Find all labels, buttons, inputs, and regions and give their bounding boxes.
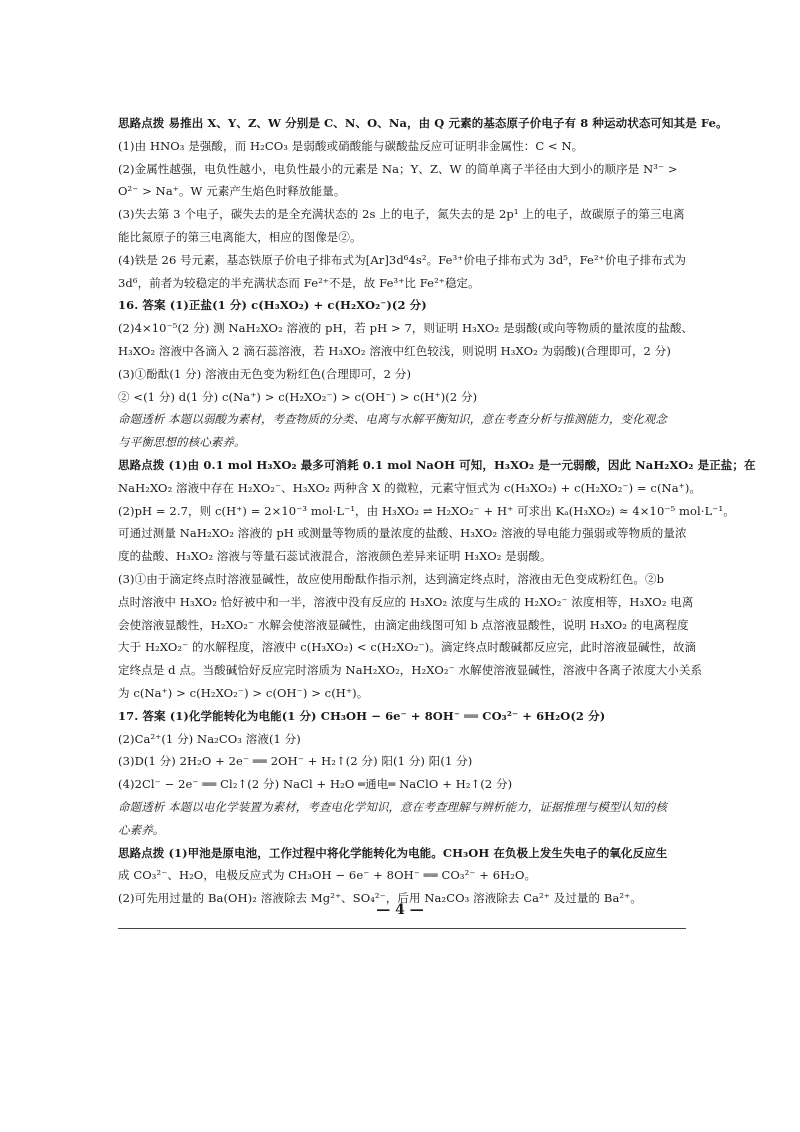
text-line: (2)4×10⁻⁵(2 分) 测 NaH₂XO₂ 溶液的 pH，若 pH > 7，则证明 H₃XO₂ 是弱酸(或向等物质的量浓度的盐酸、 [118,321,694,336]
text-line: 会使溶液显酸性，H₂XO₂⁻ 水解会使溶液显碱性，由滴定曲线图可知 b 点溶液显酸性，说明 H₃XO₂ 的电离程度 [118,617,689,632]
text-line: 心素养。 [118,822,165,837]
text-line: 命题透析 本题以弱酸为素材，考查物质的分类、电离与水解平衡知识，意在考查分析与推测能力，变化观念 [118,412,667,427]
text-line: (3)失去第 3 个电子，碳失去的是全充满状态的 2s 上的电子，氮失去的是 2p¹ 上的电子，故碳原子的第三电离 [118,207,685,222]
text-line: 为 c(Na⁺) > c(H₂XO₂⁻) > c(OH⁻) > c(H⁺)。 [118,685,369,700]
text-line: (3)①由于滴定终点时溶液显碱性，故应使用酚酞作指示剂，达到滴定终点时，溶液由无色变成粉红色。②b [118,571,665,586]
text-line: 成 CO₃²⁻、H₂O，电极反应式为 CH₃OH − 6e⁻ + 8OH⁻ ══ CO₃²⁻ + 6H₂O。 [118,868,537,883]
text-line: (4)2Cl⁻ − 2e⁻ ══ Cl₂↑(2 分) NaCl + H₂O ═通电═ NaClO + H₂↑(2 分) [118,777,513,792]
text-line: 与平衡思想的核心素养。 [118,435,246,450]
footer-rule [118,928,686,929]
text-line: 16. 答案 (1)正盐(1 分) c(H₃XO₂) + c(H₂XO₂⁻)(2 分) [118,298,427,313]
page-number: — 4 — [376,902,424,918]
text-line: (2)可先用过量的 Ba(OH)₂ 溶液除去 Mg²⁺、SO₄²⁻，后用 Na₂CO₃ 溶液除去 Ca²⁺ 及过量的 Ba²⁺。 [118,891,642,906]
text-line: 思路点拨 易推出 X、Y、Z、W 分别是 C、N、O、Na，由 Q 元素的基态原子价电子有 8 种运动状态可知其是 Fe。 [118,116,728,130]
text-line: NaH₂XO₂ 溶液中存在 H₂XO₂⁻、H₃XO₂ 两种含 X 的微粒，元素守恒式为 c(H₃XO₂) + c(H₂XO₂⁻) = c(Na⁺)。 [118,480,702,495]
text-line: (4)铁是 26 号元素，基态铁原子价电子排布式为[Ar]3d⁶4s²。Fe³⁺价电子排布式为 3d⁵，Fe²⁺价电子排布式为 [118,252,687,267]
text-line: 大于 H₂XO₂⁻ 的水解程度，溶液中 c(H₃XO₂) < c(H₂XO₂⁻)。滴定终点时酸碱都反应完，此时溶液显碱性，故滴 [118,640,697,655]
text-line: ② <(1 分) d(1 分) c(Na⁺) > c(H₂XO₂⁻) > c(OH⁻) > c(H⁺)(2 分) [118,389,478,404]
text-line: 思路点拨 (1)由 0.1 mol H₃XO₂ 最多可消耗 0.1 mol NaOH 可知，H₃XO₂ 是一元弱酸，因此 NaH₂XO₂ 是正盐；在 [118,457,756,472]
text-line: 定终点是 d 点。当酸碱恰好反应完时溶质为 NaH₂XO₂，H₂XO₂⁻ 水解使溶液显碱性，溶液中各离子浓度大小关系 [118,663,703,678]
text-line: (1)由 HNO₃ 是强酸，而 H₂CO₃ 是弱酸或硝酸能与碳酸盐反应可证明非金属性：C < N。 [118,138,584,153]
text-line: 命题透析 本题以电化学装置为素材，考查电化学知识，意在考查理解与辨析能力，证据推理与模型认知的核 [118,799,667,814]
text-line: (3)①酚酞(1 分) 溶液由无色变为粉红色(合理即可，2 分) [118,366,412,381]
text-line: 点时溶液中 H₃XO₂ 恰好被中和一半，溶液中没有反应的 H₃XO₂ 浓度与生成的 H₂XO₂⁻ 浓度相等，H₃XO₂ 电离 [118,594,694,609]
text-line: 思路点拨 (1)甲池是原电池，工作过程中将化学能转化为电能。CH₃OH 在负极上发生失电子的氧化反应生 [118,845,668,860]
text-line: 可通过测量 NaH₂XO₂ 溶液的 pH 或测量等物质的量浓度的盐酸、H₃XO₂ 溶液的导电能力强弱或等物质的量浓 [118,526,687,541]
text-line: (2)金属性越强，电负性越小，电负性最小的元素是 Na；Y、Z、W 的简单离子半径由大到小的顺序是 N³⁻ > [118,161,678,176]
text-line: 能比氮原子的第三电离能大，相应的图像是②。 [118,229,362,244]
text-line: 17. 答案 (1)化学能转化为电能(1 分) CH₃OH − 6e⁻ + 8OH⁻ ══ CO₃²⁻ + 6H₂O(2 分) [118,708,606,723]
text-line: O²⁻ > Na⁺。W 元素产生焰色时释放能量。 [118,184,346,199]
text-line: (2)pH = 2.7，则 c(H⁺) = 2×10⁻³ mol·L⁻¹，由 H₃XO₂ ⇌ H₂XO₂⁻ + H⁺ 可求出 Kₐ(H₃XO₂) ≈ 4×10⁻⁵ mol·L⁻¹。 [118,503,735,518]
text-line: 3d⁶，前者为较稳定的半充满状态而 Fe²⁺不是，故 Fe³⁺比 Fe²⁺稳定。 [118,275,480,290]
text-line: 度的盐酸、H₃XO₂ 溶液与等量石蕊试液混合，溶液颜色差异来证明 H₃XO₂ 是弱酸。 [118,549,552,564]
answer-text-body [118,112,756,910]
text-line: (3)D(1 分) 2H₂O + 2e⁻ ══ 2OH⁻ + H₂↑(2 分) 阳(1 分) 阳(1 分) [118,754,473,769]
text-line: H₃XO₂ 溶液中各滴入 2 滴石蕊溶液，若 H₃XO₂ 溶液中红色较浅，则说明 H₃XO₂ 为弱酸)(合理即可，2 分) [118,343,671,358]
text-line: (2)Ca²⁺(1 分) Na₂CO₃ 溶液(1 分) [118,731,301,746]
